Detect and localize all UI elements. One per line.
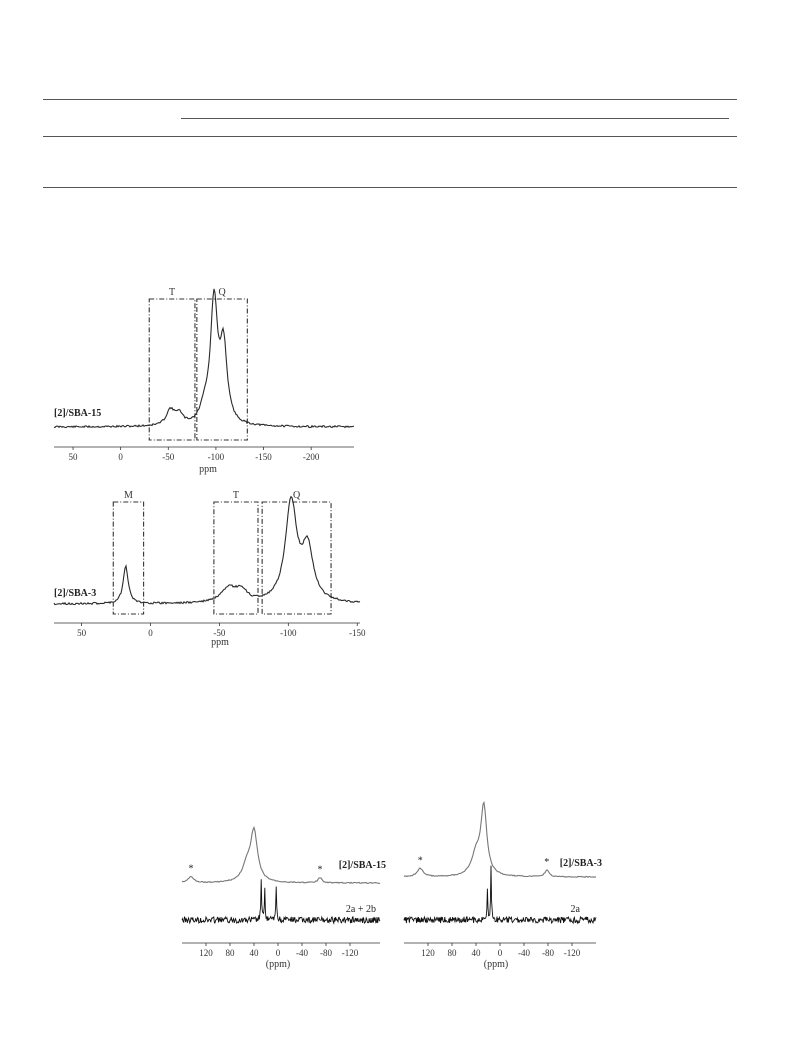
x-tick-label: -80 — [320, 948, 332, 958]
x-tick-label: 50 — [77, 628, 87, 638]
region-labels — [169, 287, 226, 298]
table-header-subrule — [181, 118, 729, 119]
sideband-asterisk: * — [317, 864, 323, 876]
x-tick-label: -150 — [255, 452, 272, 462]
region-labels — [124, 490, 301, 501]
x-tick-label: -200 — [302, 452, 320, 462]
sideband-markers — [418, 855, 550, 867]
series-label: [2]/SBA-15 — [54, 408, 102, 419]
region-label-m: M — [123, 490, 133, 501]
x-ticks — [77, 623, 366, 638]
x-tick-label: -120 — [341, 948, 359, 958]
region-label-q: Q — [218, 287, 226, 298]
spectrum-black — [404, 866, 596, 924]
x-axis-label: ppm — [199, 464, 217, 475]
x-ticks — [421, 943, 580, 958]
x-ticks — [69, 447, 320, 462]
x-tick-label: 80 — [447, 948, 457, 958]
x-axis-label: ppm — [211, 637, 229, 648]
x-tick-label: -80 — [542, 948, 554, 958]
spectrum-black — [182, 879, 380, 923]
x-tick-label: 120 — [199, 948, 213, 958]
x-tick-label: -50 — [213, 628, 226, 638]
x-tick-label: -120 — [563, 948, 581, 958]
series-label-top: [2]/SBA-15 — [338, 860, 386, 871]
series-label-bottom: 2a + 2b — [345, 904, 376, 915]
nmr-chart-p31-sba15 — [178, 818, 386, 978]
x-tick-label: 80 — [225, 948, 235, 958]
x-ticks — [199, 943, 358, 958]
region-boxes — [113, 502, 331, 614]
x-tick-label: -50 — [162, 452, 175, 462]
spectrum-gray — [182, 828, 380, 884]
region-boxes — [149, 299, 247, 440]
x-tick-label: -40 — [296, 948, 308, 958]
series-label-top: [2]/SBA-3 — [559, 858, 602, 869]
region-box-t — [214, 502, 258, 614]
table-top-rule — [43, 99, 737, 100]
x-axis-label: (ppm) — [483, 959, 509, 970]
table-mid-rule — [43, 136, 737, 137]
x-axis-label: (ppm) — [265, 959, 291, 970]
sideband-markers — [189, 864, 323, 876]
region-box-q — [262, 502, 331, 614]
x-tick-label: -40 — [518, 948, 530, 958]
table-bottom-rule — [43, 187, 737, 188]
region-label-t: T — [169, 287, 176, 298]
region-label-q: Q — [292, 490, 301, 501]
x-tick-label: 0 — [118, 452, 123, 462]
x-tick-label: -100 — [280, 628, 297, 638]
sideband-asterisk: * — [417, 855, 423, 867]
x-tick-label: -100 — [207, 452, 225, 462]
x-tick-label: 50 — [68, 452, 78, 462]
x-tick-label: -150 — [348, 628, 366, 638]
sideband-asterisk: * — [544, 856, 550, 868]
series-label-bottom: 2a — [570, 904, 580, 915]
x-tick-label: 0 — [275, 948, 281, 958]
nmr-chart-p31-sba3 — [400, 800, 610, 978]
spectrum-line — [54, 289, 354, 428]
nmr-chart-sba15 — [48, 280, 360, 475]
x-tick-label: 0 — [148, 628, 153, 638]
x-tick-label: 40 — [471, 948, 481, 958]
region-label-t: T — [232, 490, 240, 501]
x-tick-label: 120 — [421, 948, 435, 958]
region-box-m — [113, 502, 143, 614]
sideband-asterisk: * — [188, 863, 194, 875]
nmr-chart-sba3 — [48, 490, 366, 650]
spectrum-line — [54, 497, 360, 605]
x-tick-label: 40 — [249, 948, 259, 958]
x-tick-label: 0 — [497, 948, 503, 958]
series-label: [2]/SBA-3 — [54, 588, 97, 599]
